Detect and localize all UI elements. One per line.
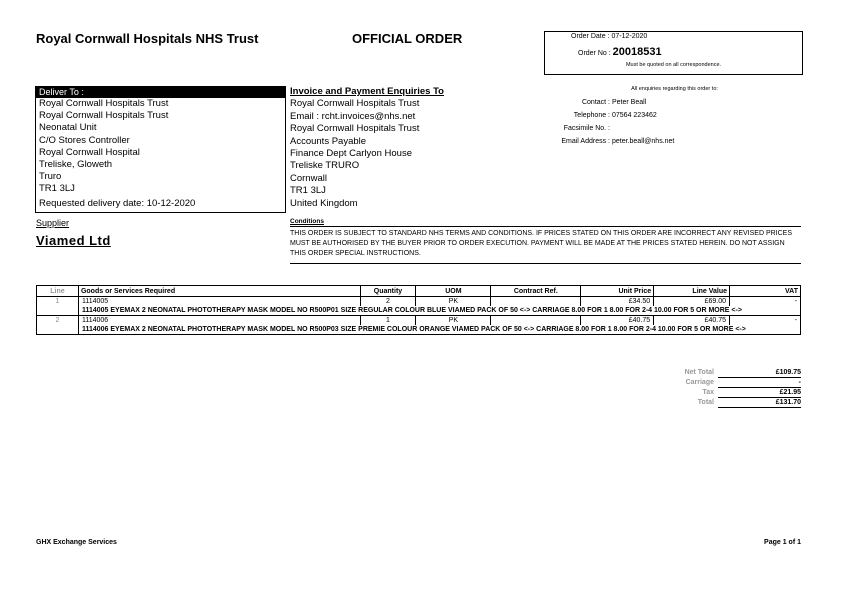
address-line: C/O Stores Controller (39, 134, 130, 146)
telephone-value: 07564 223462 (612, 112, 657, 119)
contact-row (548, 96, 801, 109)
col-header-vat: VAT (730, 286, 801, 297)
table-row (37, 297, 801, 307)
net-total-row (640, 368, 801, 378)
item-contract (491, 316, 581, 326)
tax-value: £21.95 (718, 388, 801, 398)
item-uom: PK (416, 297, 491, 307)
deliver-to-box (35, 86, 286, 213)
line-spacer (37, 325, 79, 335)
item-code: 1114006 (78, 316, 360, 326)
email-row (548, 135, 801, 148)
contact-details (548, 86, 801, 148)
contact-note: All enquiries regarding this order to: (631, 86, 718, 92)
supplier-name: Viamed Ltd (36, 233, 111, 248)
carriage-label: Carriage (685, 379, 714, 386)
facsimile-row (548, 122, 801, 135)
table-row (37, 316, 801, 326)
footer-provider: GHX Exchange Services (36, 539, 117, 546)
line-spacer (37, 306, 79, 316)
net-total-value: £109.75 (718, 368, 801, 378)
invoice-line: TR1 3LJ (290, 185, 326, 197)
address-line: Neonatal Unit (39, 122, 97, 134)
table-header-row (37, 286, 801, 297)
address-line: Royal Cornwall Hospital (39, 146, 140, 158)
item-description: 1114005 EYEMAX 2 NEONATAL PHOTOTHERAPY MASK MODEL NO R500P01 SIZE REGULAR COLOUR BLUE VIAMED PACK OF 50 <-> CARRIAGE 8.00 FOR 1 8.00 FOR 2-4 10.00 FOR 5 OR MORE <-> (78, 306, 800, 316)
item-vat: - (730, 316, 801, 326)
footer-page-number: Page 1 of 1 (764, 539, 801, 546)
col-header-uom: UOM (416, 286, 491, 297)
item-code: 1114005 (78, 297, 360, 307)
requested-delivery-date: Requested delivery date: 10-12-2020 (39, 197, 196, 209)
conditions-title: Conditions (290, 218, 324, 225)
item-description: 1114006 EYEMAX 2 NEONATAL PHOTOTHERAPY MASK MODEL NO R500P03 SIZE PREMIE COLOUR ORANGE VIAMED PACK OF 50 <-> CARRIAGE 8.00 FOR 1 8.00 FOR 2-4 10.00 FOR 5 OR MORE <-> (78, 325, 800, 335)
grand-total-label: Total (697, 399, 714, 406)
table-row-description (37, 306, 801, 316)
order-number-value: 20018531 (612, 46, 662, 58)
carriage-value: - (718, 378, 801, 388)
totals-block (640, 368, 801, 408)
grand-total-value: £131.70 (718, 398, 801, 408)
invoice-line: United Kingdom (290, 197, 358, 209)
item-unit-price: £34.50 (581, 297, 654, 307)
invoice-line: Treliske TRURO (290, 160, 360, 172)
deliver-to-title: Deliver To : (36, 87, 285, 98)
invoice-line: Cornwall (290, 172, 327, 184)
table-row-description (37, 325, 801, 335)
order-date-label: Order Date : (571, 33, 610, 40)
order-items-table (36, 285, 801, 335)
invoice-line: Finance Dept Carlyon House (290, 148, 412, 160)
item-line-value: £40.75 (654, 316, 730, 326)
address-line: Treliske, Gloweth (39, 159, 113, 171)
order-number-label: Order No : (578, 50, 611, 57)
conditions-block (290, 218, 801, 264)
carriage-row (640, 378, 801, 388)
tax-row (640, 388, 801, 398)
item-contract (491, 297, 581, 307)
address-line: TR1 3LJ (39, 183, 75, 195)
invoice-line: Email : rcht.invoices@nhs.net (290, 110, 416, 122)
line-number: 1 (37, 297, 79, 307)
organization-name: Royal Cornwall Hospitals NHS Trust (36, 31, 259, 46)
item-unit-price: £40.75 (581, 316, 654, 326)
col-header-goods: Goods or Services Required (78, 286, 360, 297)
col-header-unit-price: Unit Price (581, 286, 654, 297)
supplier-label: Supplier (36, 218, 70, 228)
col-header-contract: Contract Ref. (491, 286, 581, 297)
invoice-line: Royal Cornwall Hospitals Trust (290, 123, 420, 135)
order-note: Must be quoted on all correspondence. (625, 62, 722, 68)
address-line: Royal Cornwall Hospitals Trust (39, 98, 169, 109)
col-header-quantity: Quantity (360, 286, 416, 297)
order-info-box (544, 31, 803, 75)
order-number-row (578, 46, 662, 58)
facsimile-label: Facsimile No. : (563, 125, 610, 132)
email-label: Email Address : (561, 138, 610, 145)
item-quantity: 1 (360, 316, 416, 326)
order-date-row (571, 33, 647, 40)
telephone-label: Telephone : (573, 112, 610, 119)
address-line: Truro (39, 171, 62, 183)
invoice-title: Invoice and Payment Enquiries To (290, 86, 444, 97)
grand-total-row (640, 398, 801, 408)
telephone-row (548, 109, 801, 122)
order-date-value: 07-12-2020 (611, 33, 648, 40)
line-number: 2 (37, 316, 79, 326)
item-quantity: 2 (360, 297, 416, 307)
address-line: Royal Cornwall Hospitals Trust (39, 110, 169, 122)
tax-label: Tax (702, 389, 714, 396)
col-header-line: Line (37, 286, 79, 297)
contact-label: Contact : (581, 99, 610, 106)
net-total-label: Net Total (684, 369, 714, 376)
invoice-enquiries (290, 86, 546, 210)
document-title: OFFICIAL ORDER (352, 31, 463, 46)
item-uom: PK (416, 316, 491, 326)
conditions-text: THIS ORDER IS SUBJECT TO STANDARD NHS TERMS AND CONDITIONS. IF PRICES STATED ON THIS ORDER ARE INCORRECT ANY REVISED PRICES MUST BE AUTHORISED BY THE BUYER PRIOR TO ORDER EXECUTION. PAYMENT WILL BE MADE AT THE PRICES STATED HEREIN. DO NOT ASSIGN THIS ORDER SPECIAL INSTRUCTIONS. (290, 226, 801, 264)
item-line-value: £69.00 (654, 297, 730, 307)
deliver-to-address (36, 98, 285, 196)
invoice-line: Royal Cornwall Hospitals Trust (290, 98, 420, 110)
item-vat: - (730, 297, 801, 307)
col-header-line-value: Line Value (654, 286, 730, 297)
invoice-line: Accounts Payable (290, 135, 367, 147)
email-value: peter.beall@nhs.net (612, 138, 675, 145)
contact-value: Peter Beall (612, 99, 647, 106)
